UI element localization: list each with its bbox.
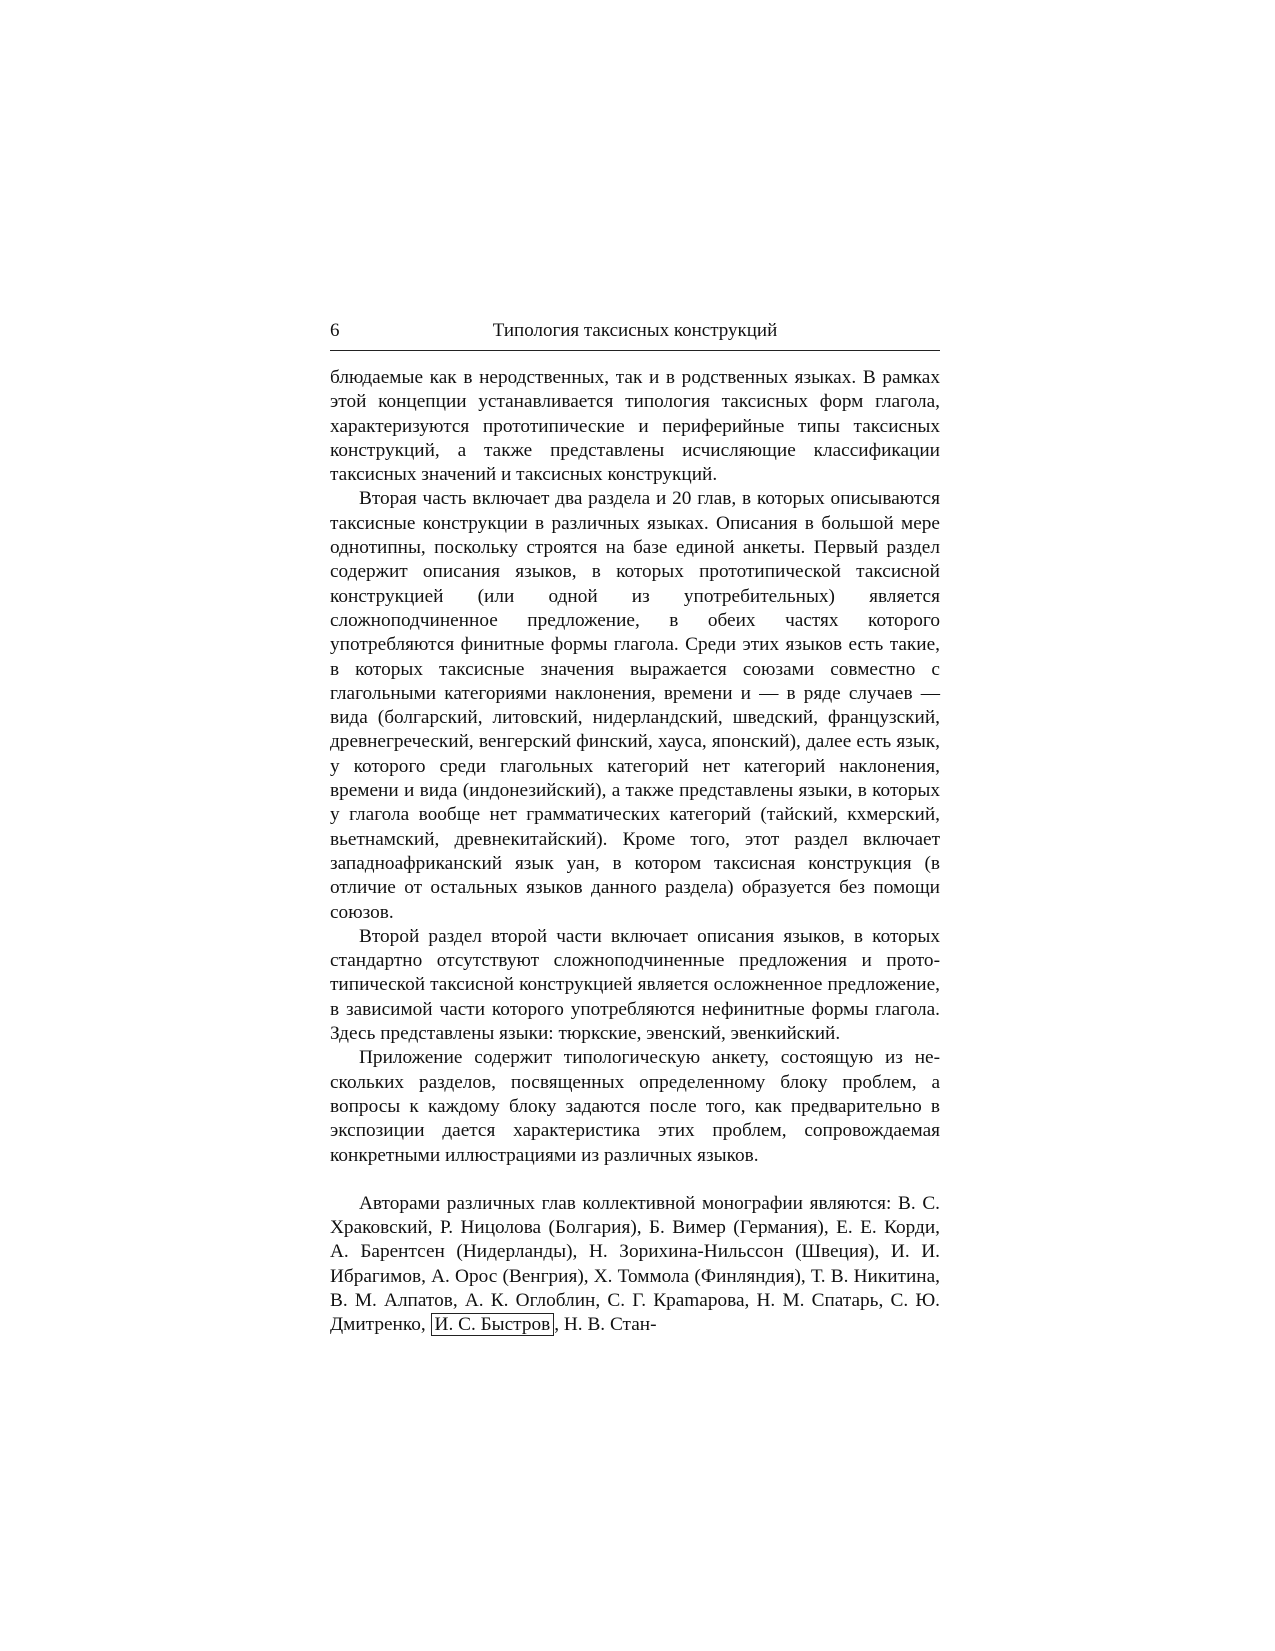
framed-author-name: И. С. Быстров [431,1313,555,1336]
authors-text: Авторами различных глав коллективной монографии являются: В. С. Храковский, Р. Ницолова (Болгария), Б. Вимер (Германия), Е. Е. Корди, А. Барентсен (Нидерланды), Н. Зорихина-Нильссон (Швеция), И. И. Ибрагимов, А. Орос (Венгрия), Х. Томмола (Финляндия), Т. В. Никитина, В. М. Алпатов, А. К. Оглоблин, С. Г. Краmарова, Н. М. Спатарь, С. Ю. Дмитренко, [330,1192,940,1336]
authors-text-continued: , Н. В. Стан- [554,1314,657,1336]
paragraph-authors [330,1192,940,1338]
paragraph-appendix: Приложение содержит типологическую анкету, состоящую из нескольких разделов, посвященных определенному блоку проблем, а вопросы к каждому блоку задаются после того, как предварительно в экспозиции дается характеристика этих проблем, сопровождаемая конкретными иллюстрациями из различных языков. [330,1047,940,1166]
page-number: 6 [330,320,340,341]
running-title: Типология таксисных конструкций [492,320,778,341]
paragraph-continuation: блюдаемые как в неродственных, так и в родственных языках. В рамках этой концепции устанавливается типология таксисных форм глагола, характеризуются прототипические и периферийные типы таксисных конструкций, а также представлены исчисляющие классификации таксисных значений и таксисных конструкций. [330,367,940,486]
running-header [330,316,940,351]
paragraph-second-part: Вторая часть включает два раздела и 20 глав, в которых описываются таксисные конструкции в различных языках. Описания в большой мере однотипны, поскольку строятся на базе единой анкеты. Первый раздел содержит описания языков, в которых прототипической таксисной конструкцией (или одной из употребительных) является сложноподчиненное предложение, в обеих частях которого употребляются финитные формы глагола. Среди этих языков есть такие, в которых таксисные значения выражается союзами совместно с глагольными категориями наклонения, времени и — в ряде случаев — вида (болгарский, литовский, нидерландский, шведский, французский, древнегреческий, венгерский финский, хауса, японский), далее есть язык, у которого среди глагольных категорий нет категорий наклонения, времени и вида (индонезийский), а также представлены языки, в которых у глагола вообще нет грамматических категорий (тайский, кхмерский, вьетнамский, древнекитайский). Кроме того, этот раздел включает западноафриканский язык уан, в котором таксисная конструкция (в отличие от остальных языков данного раздела) образуется без помощи союзов. [330,488,940,923]
body-text [330,366,940,1338]
paragraph-second-section: Второй раздел второй части включает описания языков, в которых стандартно отсутствуют сложноподчиненные предложения и прототипической таксисной конструкцией является осложненное предложение, в зависимой части которого употребляются нефинитные формы глагола. Здесь представлены языки: тюркские, эвенский, эвенкийский. [330,925,940,1045]
